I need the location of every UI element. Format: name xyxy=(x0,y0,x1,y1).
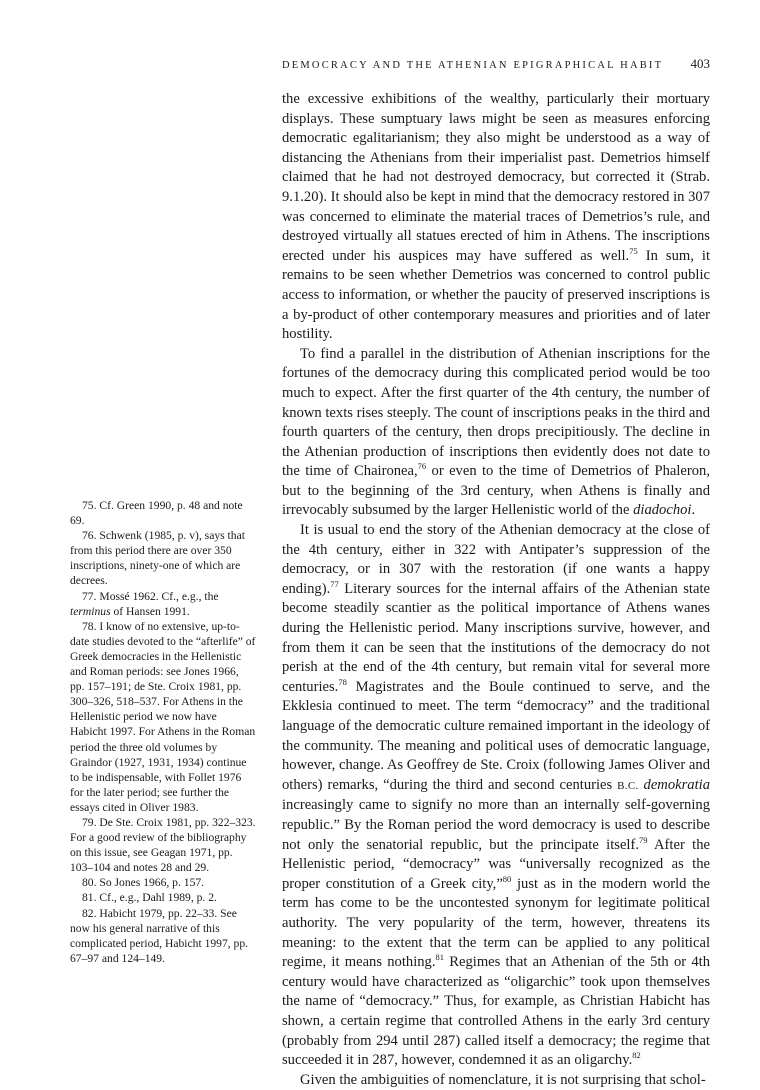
footnote-79: 79. De Ste. Croix 1981, pp. 322–323. For a good review of the bibliography on this issue, see Geagan 1971, pp. 103–104 and notes 28 and 29. xyxy=(70,815,256,875)
footnote-80: 80. So Jones 1966, p. 157. xyxy=(82,876,205,890)
paragraph-4: Given the ambiguities of nomenclature, it is not surprising that schol- xyxy=(300,1071,706,1088)
footnote-75: 75. Cf. Green 1990, p. 48 and note 69. xyxy=(70,499,243,528)
running-head xyxy=(282,56,710,74)
footnote-ref-82[interactable]: 82 xyxy=(632,1050,641,1061)
footnote-ref-77[interactable]: 77 xyxy=(330,578,339,589)
footnote-77: 77. Mossé 1962. Cf., e.g., the terminus of Hansen 1991. xyxy=(70,589,219,618)
footnote-82: 82. Habicht 1979, pp. 22–33. See now his general narrative of this complicated period, Habicht 1997, pp. 67–97 and 124–149. xyxy=(70,906,249,965)
small-caps-bc: B.C. xyxy=(617,779,639,792)
footnote-ref-81[interactable]: 81 xyxy=(435,952,445,963)
main-text-column xyxy=(282,90,710,1090)
page-number: 403 xyxy=(690,56,710,71)
italic-term: demokratia xyxy=(643,776,710,793)
footnotes-column xyxy=(70,498,256,966)
paragraph-1: the excessive exhibitions of the wealthy, particularly their mortuary displays. These sumptuary laws might be seen as measures enforcing democratic egalitarianism; they also might be understood as a way of distancing the Athenians from their imperialist past. Demetrios himself claimed that he had not destroyed democracy, but corrected it (Strab. 9.1.20). It should also be kept in mind that the democracy restored in 307 was concerned to eliminate the material traces of Demetrios’s rule, and destroyed virtually all statues erected of him in Athens. The inscriptions erected under his auspices may have suffered as well.$^{75}$ In sum, it remains to be seen whether Demetrios was concerned to control public access to information, or whether the paucity of preserved inscriptions is a by-product of other contemporary measures and priorities and of later hostility. xyxy=(282,91,711,343)
italic-term: diadochoi xyxy=(633,502,692,519)
running-head-title: DEMOCRACY AND THE ATHENIAN EPIGRAPHICAL HABIT xyxy=(282,60,664,71)
footnote-78: 78. I know of no extensive, up-to-date studies devoted to the “afterlife” of Greek democracies in the Hellenistic and Roman periods: see Jones 1966, pp. 157–191; de Ste. Croix 1981, pp. 300–326, 518–537. For Athens in the Hellenistic period we now have Habicht 1997. For Athens in the Roman period the three old volumes by Graindor (1927, 1931, 1934) continue to be indispensable, with Follet 1976 for the later period; see further the essays cited in Oliver 1983. xyxy=(70,619,256,814)
footnote-ref-79[interactable]: 79 xyxy=(638,834,648,845)
footnote-ref-75[interactable]: 75 xyxy=(629,245,638,256)
paragraph-3: It is usual to end the story of the Athenian democracy at the close of the 4th century, either in 322 with Antipater’s suppression of the democracy, or in 307 with the restoration (if one wants a happy ending).$^{77}$ Literary sources for the internal affairs of the Athenian state become steadily scantier as the political importance of Athens wanes during the Hellenistic period. Many inscriptions survive, however, and from them it can be seen that the institutions of the democracy do not perish at the end of the 4th century, but remain vital for several more centuries.$^{78}$ Magistrates and the Boule continued to serve, and the Ekklesia continued to meet. The term “democracy” and the traditional language of the democratic culture remained important in the ideology of the community. The meaning and political uses of democratic language, however, change. As Geoffrey de Ste. Croix (following James Oliver and others) remarks, “during the third and second centuries B.C. demokratia increasingly came to signify no more than an internally self-governing republic.” By the Roman period the word democracy is used to describe not only the senatorial republic, but the principate itself.$^{79}$ After the Hellenistic period, “democracy” was “universally recognized as the proper constitution of a Greek city,”$^{80}$ just as in the modern world the term has come to be the uncontested synonym for legitimate political authority. The very popularity of the term, however, threatens its meaning: to the extent that the term can be applied to any political regime, it means nothing.$^{81}$ Regimes that an Athenian of the 5th or 4th century would have characterized as “oligarchic” took upon themselves the name of “democracy.” Thus, for example, as Christian Habicht has shown, a certain regime that controlled Athens in the early 3rd century (probably from 294 until 287) called itself a democracy; the regime that succeeded it in 287, however, condemned it as an oligarchy.$^{82}$ xyxy=(282,522,710,1069)
footnote-ref-76[interactable]: 76 xyxy=(417,461,427,472)
footnote-ref-78[interactable]: 78 xyxy=(338,676,347,687)
footnote-76: 76. Schwenk (1985, p. v), says that from this period there are over 350 inscriptions, ninety-one of which are decrees. xyxy=(70,529,245,588)
paragraph-2: To find a parallel in the distribution of Athenian inscriptions for the fortunes of the democracy during this complicated period would be too much to expect. After the first quarter of the 4th century, the number of known texts rises steeply. The count of inscriptions peaks in the third and fourth quarters of the century, then drops precipitiously. The decline in the Athenian production of inscriptions then evidently does not date to the time of Chaironea,$^{76}$ or even to the time of Demetrios of Phaleron, but to the beginning of the 3rd century, when Athens is finally and irrevocably subsumed by the larger Hellenistic world of the diadochoi. xyxy=(282,345,711,519)
footnote-ref-80[interactable]: 80 xyxy=(502,873,512,884)
footnote-81: 81. Cf., e.g., Dahl 1989, p. 2. xyxy=(82,891,217,905)
